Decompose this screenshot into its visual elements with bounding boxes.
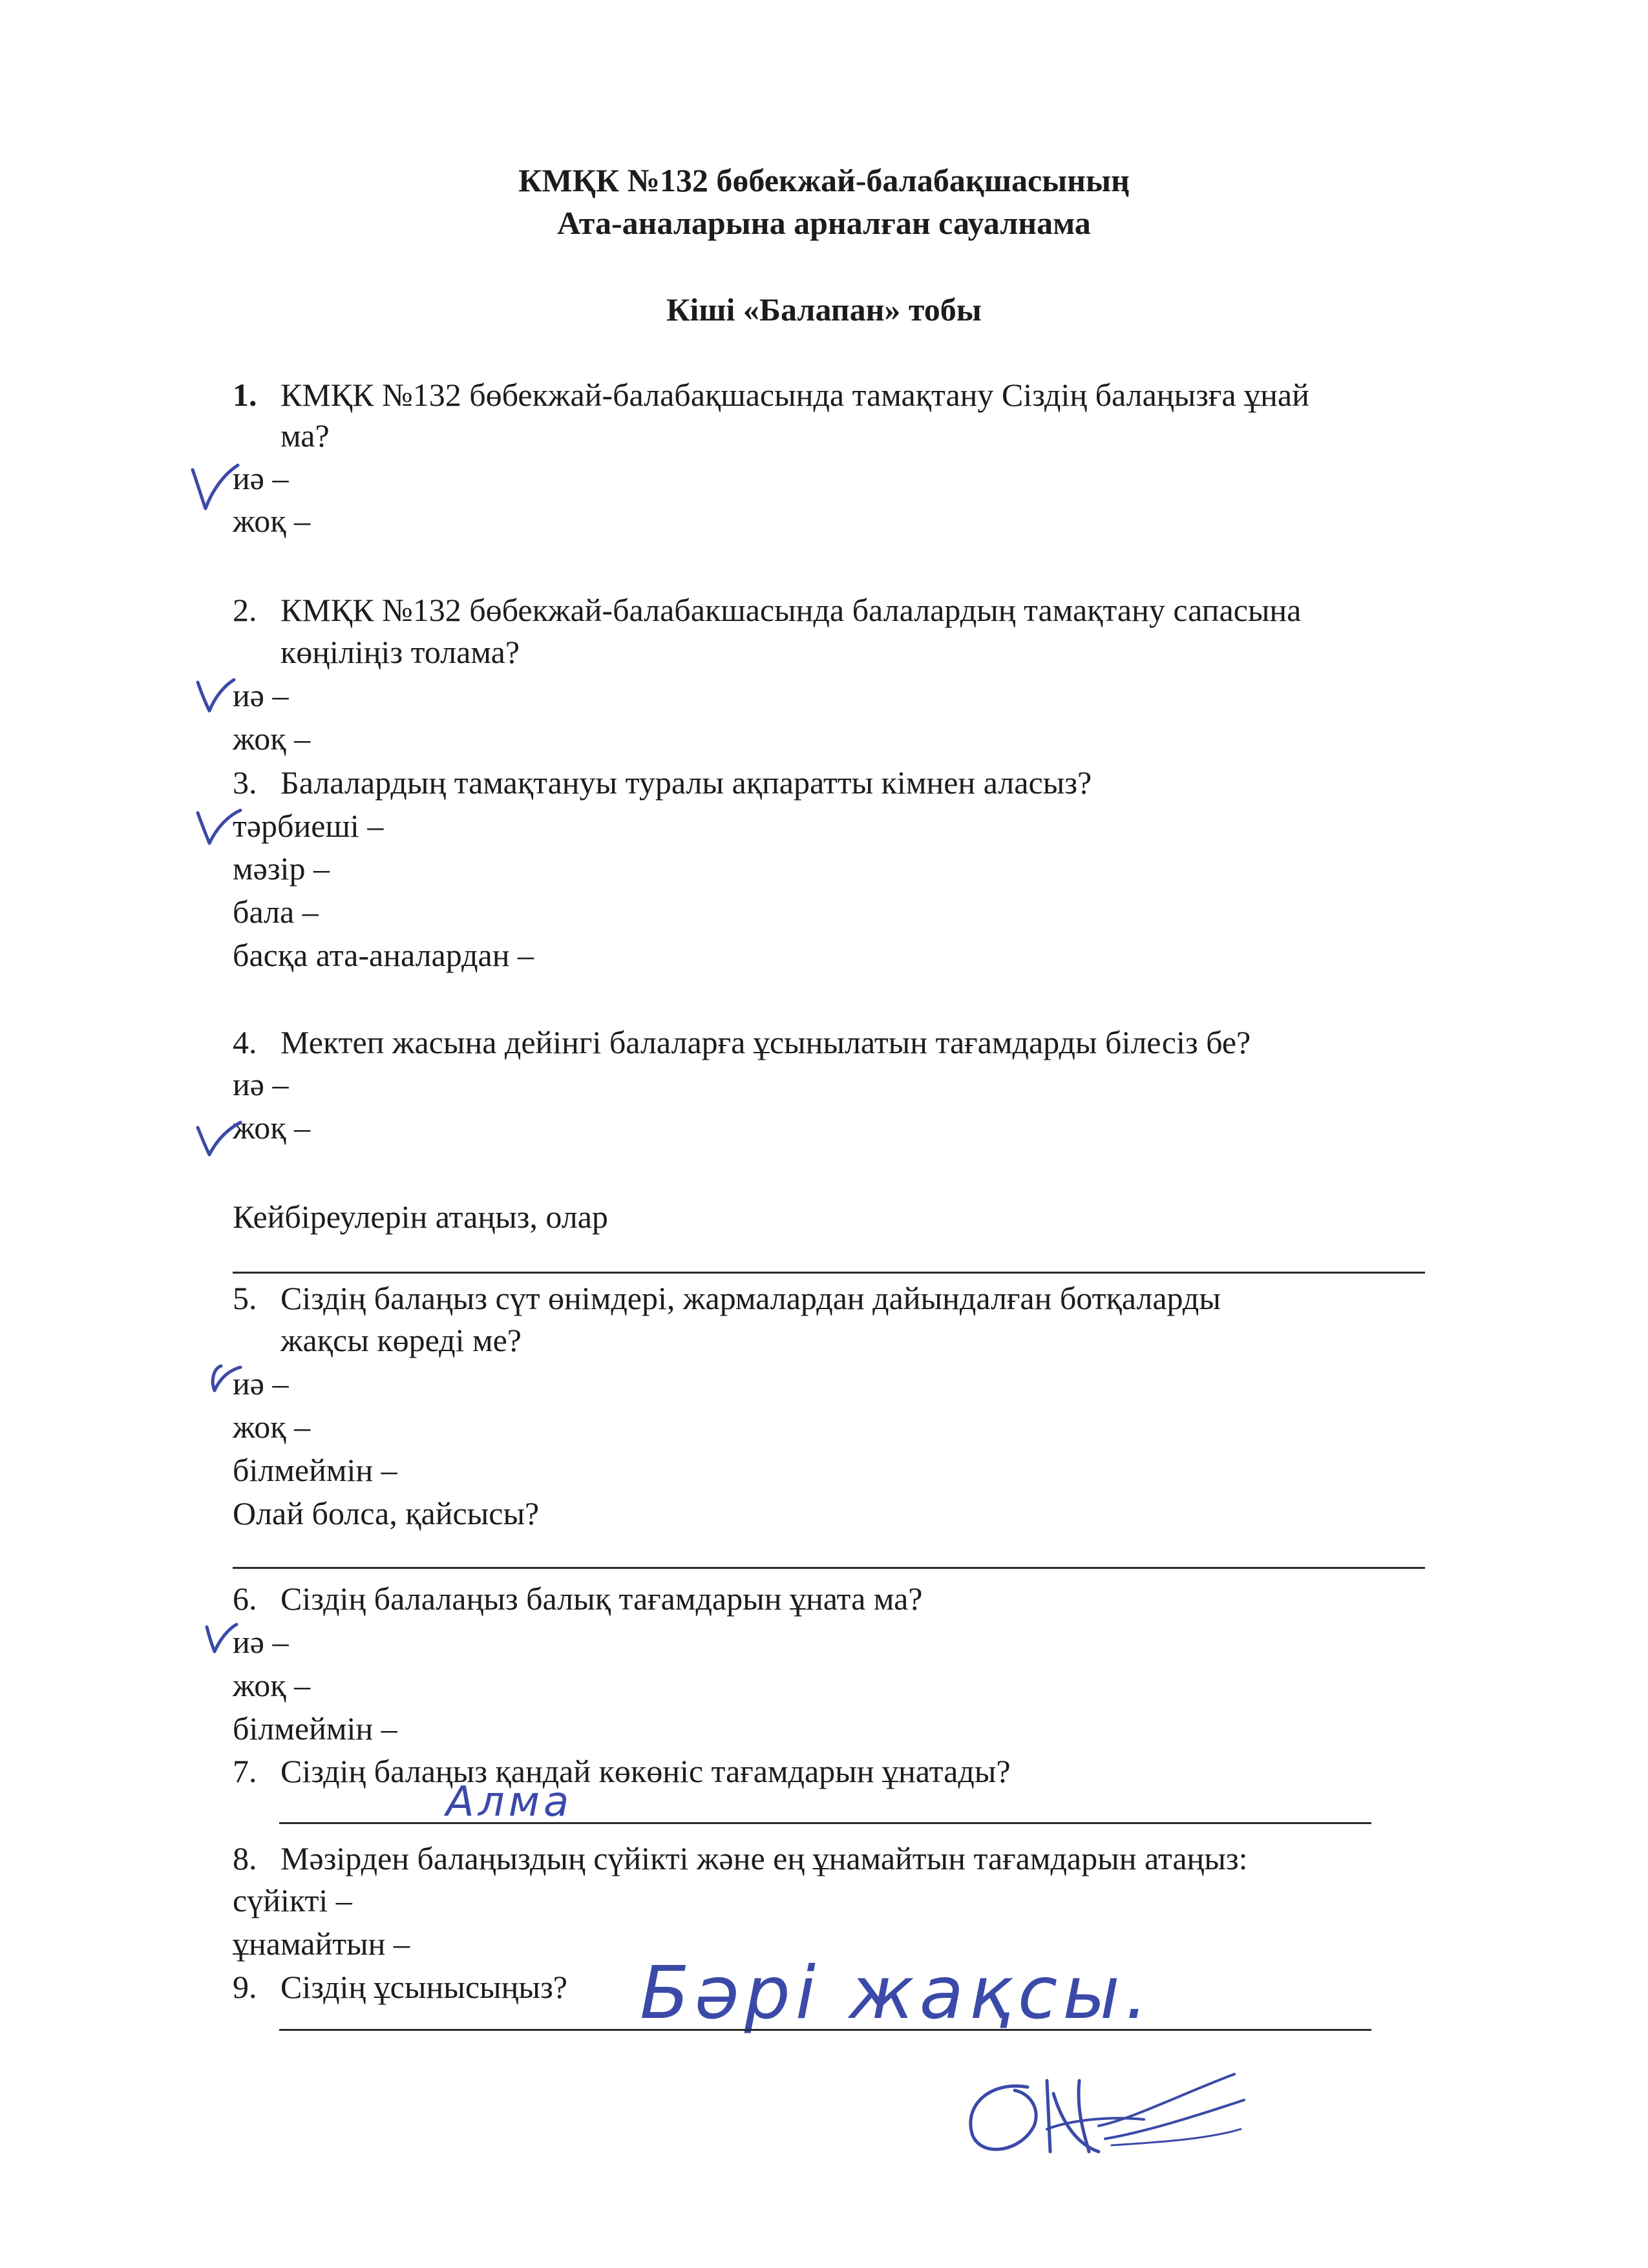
q6-option-dont-know: білмеймін – bbox=[233, 1710, 397, 1747]
question-2 bbox=[233, 590, 1301, 630]
check-icon bbox=[194, 1121, 246, 1160]
question-6 bbox=[233, 1579, 922, 1619]
q8-option-favorite: сүйікті – bbox=[233, 1882, 352, 1918]
check-icon bbox=[194, 677, 239, 716]
question-text: Сіздің балаңыз сүт өнімдері, жармалардан дайындалған ботқаларды bbox=[280, 1280, 1221, 1316]
question-number: 7. bbox=[233, 1753, 257, 1789]
question-2-cont: көңіліңіз толама? bbox=[280, 634, 520, 670]
question-number: 6. bbox=[233, 1580, 257, 1617]
q3-option-child: бала – bbox=[233, 894, 319, 930]
q7-answer-line bbox=[279, 1822, 1371, 1824]
q3-option-other-parents: басқа ата-аналардан – bbox=[233, 937, 534, 973]
group-title: Кіші «Балапан» тобы bbox=[666, 291, 982, 328]
question-1 bbox=[233, 375, 1309, 415]
question-7 bbox=[233, 1751, 1011, 1791]
q4-followup: Кейбіреулерін атаңыз, олар bbox=[233, 1199, 608, 1235]
question-9 bbox=[233, 1967, 567, 2007]
question-text: Сіздің балаңыз қандай көкөніс тағамдарын ұнатады? bbox=[280, 1753, 1011, 1789]
q6-option-no: жоқ – bbox=[233, 1667, 311, 1703]
title-line-1: КМҚК №132 бөбекжай-балабақшасының bbox=[518, 162, 1130, 198]
question-3 bbox=[233, 762, 1092, 803]
question-5 bbox=[233, 1278, 1221, 1318]
q5-option-dont-know: білмеймін – bbox=[233, 1452, 397, 1488]
q3-option-teacher: тәрбиеші – bbox=[233, 808, 384, 844]
q4-answer-line bbox=[233, 1272, 1425, 1274]
q8-option-disliked: ұнамайтын – bbox=[233, 1926, 410, 1962]
q4-option-no: жоқ – bbox=[233, 1109, 311, 1146]
question-number: 2. bbox=[233, 592, 257, 628]
question-text: КМҚК №132 бөбекжай-балабақшасында тамақтану Сіздің балаңызға ұнай bbox=[280, 377, 1309, 413]
q5-followup: Олай болса, қайсысы? bbox=[233, 1495, 540, 1531]
check-icon bbox=[187, 462, 246, 514]
question-1-cont: ма? bbox=[280, 417, 330, 454]
question-number: 3. bbox=[233, 764, 257, 801]
question-text: Сіздің ұсынысыңыз? bbox=[280, 1969, 567, 2005]
question-5-cont: жақсы көреді ме? bbox=[280, 1322, 522, 1358]
question-text: Сіздің балалаңыз балық тағамдарын ұната ма? bbox=[280, 1580, 923, 1617]
title-line-2: Ата-аналарына арналған сауалнама bbox=[557, 205, 1091, 241]
question-number: 9. bbox=[233, 1969, 257, 2005]
q4-option-yes: иә – bbox=[233, 1066, 289, 1102]
question-number: 8. bbox=[233, 1840, 257, 1876]
q6-option-yes: иә – bbox=[233, 1624, 289, 1660]
q7-handwritten-answer: Алма bbox=[446, 1778, 573, 1826]
question-text: Мектеп жасына дейінгі балаларға ұсынылатын тағамдарды білесіз бе? bbox=[280, 1024, 1251, 1060]
check-icon bbox=[194, 808, 246, 848]
q3-option-menu: мәзір – bbox=[233, 850, 330, 887]
question-text: Балалардың тамақтануы туралы ақпаратты кімнен аласыз? bbox=[280, 764, 1092, 801]
q1-option-yes: иә – bbox=[233, 460, 289, 496]
q2-option-no: жоқ – bbox=[233, 720, 311, 757]
check-icon bbox=[202, 1621, 240, 1658]
q5-option-yes: иә – bbox=[233, 1365, 289, 1402]
question-8 bbox=[233, 1838, 1248, 1878]
q1-option-no: жоқ – bbox=[233, 503, 311, 539]
q9-answer-line bbox=[279, 2029, 1371, 2031]
question-text: КМҚК №132 бөбекжай-балабакшасында балалардың тамақтану сапасына bbox=[280, 592, 1302, 628]
q2-option-yes: иә – bbox=[233, 677, 289, 713]
q5-answer-line bbox=[233, 1567, 1425, 1569]
check-icon bbox=[207, 1362, 246, 1398]
question-text: Мәзірден балаңыздың сүйікті және ең ұнамайтын тағамдарын атаңыз: bbox=[280, 1840, 1248, 1876]
question-number: 4. bbox=[233, 1024, 257, 1060]
question-4 bbox=[233, 1022, 1251, 1062]
question-number: 5. bbox=[233, 1280, 257, 1316]
q9-handwritten-answer: Бәрі жақсы. bbox=[640, 1951, 1154, 2035]
q5-option-no: жоқ – bbox=[233, 1409, 311, 1445]
question-number: 1. bbox=[233, 377, 257, 413]
signature-icon bbox=[950, 2055, 1254, 2165]
